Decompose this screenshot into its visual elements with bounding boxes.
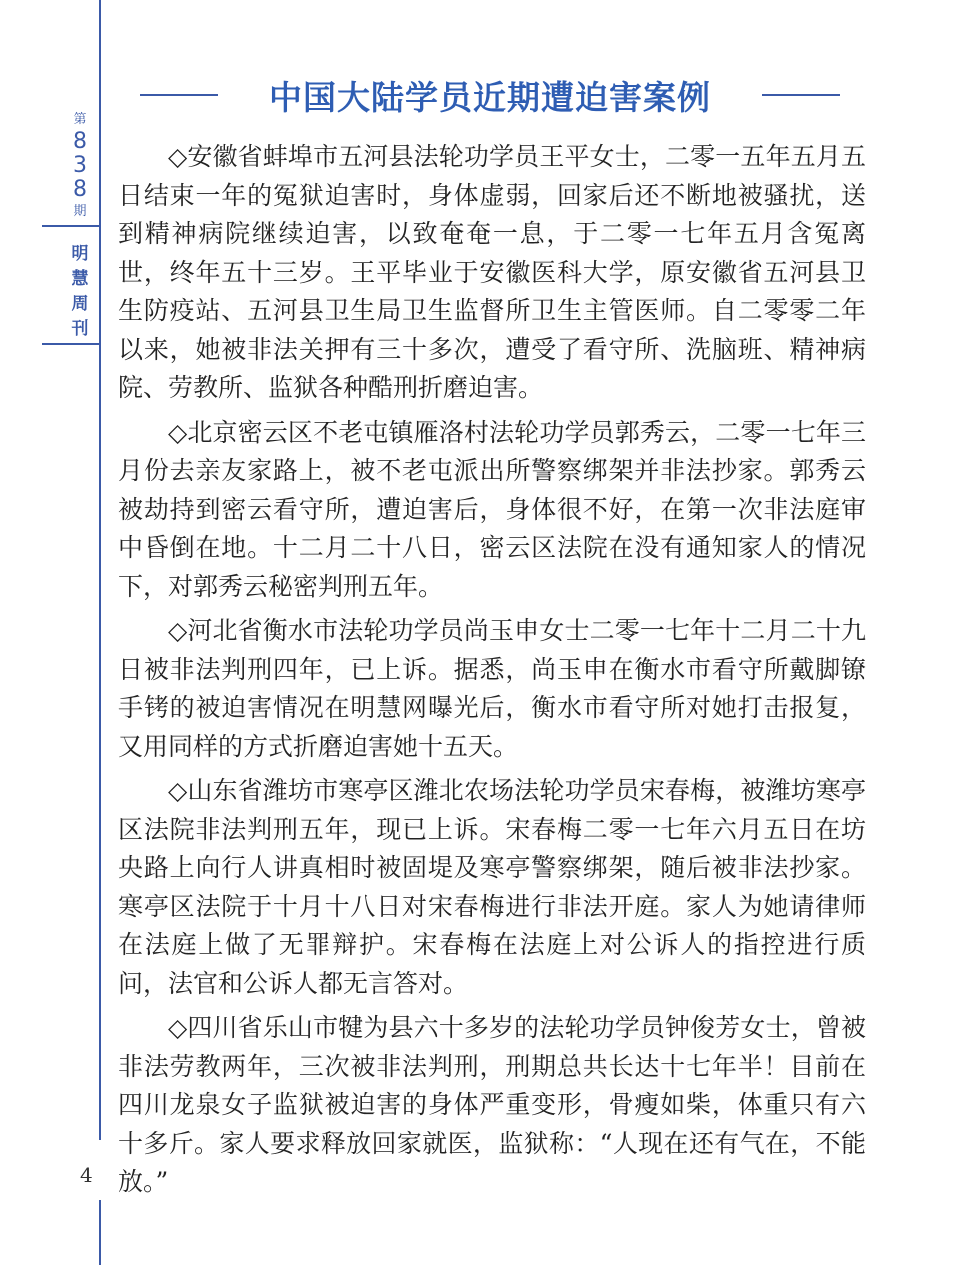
page-title: 中国大陆学员近期遭迫害案例 bbox=[269, 77, 711, 117]
issue-digit: 3 bbox=[73, 153, 87, 178]
magazine-char: 明 bbox=[71, 244, 89, 264]
case-paragraph: ◇山东省潍坊市寒亭区潍北农场法轮功学员宋春梅，被潍坊寒亭区法院非法判刑五年，现已上诉。宋春梅二零一七年六月五日在坊央路上向行人讲真相时被固堤及寒亭警察绑架，随后被非法抄家。寒亭区法院于十月十八日对宋春梅进行非法开庭。家人为她请律师在法庭上做了无罪辩护。宋春梅在法庭上对公诉人的指控进行质问，法官和公诉人都无言答对。 bbox=[118, 776, 866, 998]
case-paragraph: ◇北京密云区不老屯镇雁洛村法轮功学员郭秀云，二零一七年三月份去亲友家路上，被不老屯派出所警察绑架并非法抄家。郭秀云被劫持到密云看守所，遭迫害后，身体很不好，在第一次非法庭审中昏倒在地。十二月二十八日，密云区法院在没有通知家人的情况下，对郭秀云秘密判刑五年。 bbox=[118, 417, 866, 601]
title-rule-right bbox=[762, 94, 840, 96]
sidebar-divider-top bbox=[42, 225, 101, 227]
title-rule-left bbox=[140, 94, 218, 96]
issue-digit: 8 bbox=[73, 129, 87, 154]
sidebar-divider-bottom bbox=[42, 343, 101, 345]
case-paragraph: ◇安徽省蚌埠市五河县法轮功学员王平女士，二零一五年五月五日结束一年的冤狱迫害时，身体虚弱，回家后还不断地被骚扰，送到精神病院继续迫害，以致奄奄一息，于二零一七年五月含冤离世，终年五十三岁。王平毕业于安徽医科大学，原安徽省五河县卫生防疫站、五河县卫生局卫生监督所卫生主管医师。自二零零二年以来，她被非法关押有三十多次，遭受了看守所、洗脑班、精神病院、劳教所、监狱各种酷刑折磨迫害。 bbox=[118, 142, 866, 402]
magazine-char: 慧 bbox=[71, 269, 89, 289]
magazine-char: 刊 bbox=[71, 319, 89, 339]
article-body bbox=[118, 138, 866, 1208]
issue-prefix: 第 bbox=[73, 112, 87, 127]
page-number: 4 bbox=[80, 1163, 93, 1187]
issue-digit: 8 bbox=[73, 177, 87, 202]
page-header bbox=[140, 70, 840, 120]
spine-line-bottom bbox=[99, 1200, 101, 1265]
magazine-char: 周 bbox=[71, 294, 89, 314]
issue-number bbox=[60, 110, 100, 222]
magazine-name bbox=[60, 242, 100, 342]
case-paragraph: ◇四川省乐山市犍为县六十多岁的法轮功学员钟俊芳女士，曾被非法劳教两年，三次被非法判刑，刑期总共长达十七年半！目前在四川龙泉女子监狱被迫害的身体严重变形，骨瘦如柴，体重只有六十多斤。家人要求释放回家就医，监狱称：“人现在还有气在，不能放。” bbox=[118, 1013, 866, 1196]
case-paragraph: ◇河北省衡水市法轮功学员尚玉申女士二零一七年十二月二十九日被非法判刑四年，已上诉。据悉，尚玉申在衡水市看守所戴脚镣手铐的被迫害情况在明慧网曝光后，衡水市看守所对她打击报复，又用同样的方式折磨迫害她十五天。 bbox=[118, 616, 866, 761]
issue-suffix: 期 bbox=[73, 204, 87, 219]
